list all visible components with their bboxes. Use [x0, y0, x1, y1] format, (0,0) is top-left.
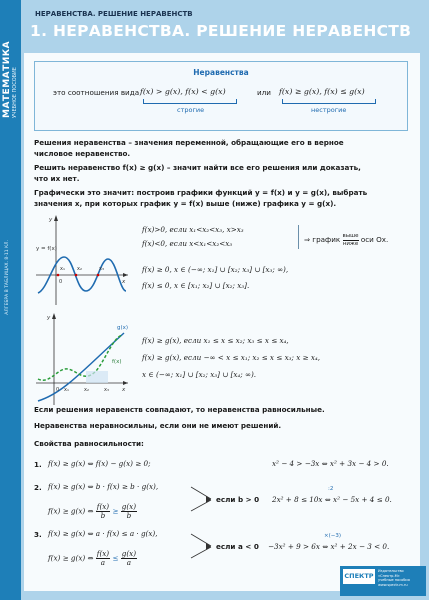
graph1-interval-1: f(x) ≥ 0, x ∈ (−∞; x₁] ∪ [x₂; x₃] ∪ [x₃; ∞),: [142, 265, 289, 274]
definition-title: Неравенства: [193, 68, 249, 77]
label-x3: x₃: [99, 266, 104, 272]
prop3-example: −3x² + 9 > 6x ⇔ x² + 2x − 3 < 0.: [268, 542, 390, 551]
label-y-axis-2: y: [47, 315, 51, 321]
label-g-x2: x₂: [84, 387, 89, 393]
label-x-axis-2: x: [122, 387, 126, 393]
breadcrumb: НЕРАВЕНСТВА. РЕШЕНИЕ НЕРАВЕНСТВ: [35, 10, 193, 18]
footer: [340, 566, 426, 596]
below-word: ниже: [342, 240, 359, 247]
nonstrict-bracket: [282, 99, 376, 104]
sidebar: [0, 0, 21, 600]
label-y-axis: y: [49, 217, 53, 223]
graph1-line-2: f(x)<0, если x<x₁<x₂<x₃: [142, 239, 233, 248]
graph2-line-1: f(x) ≥ g(x), если x₁ ≤ x ≤ x₂; x₃ ≤ x ≤ x₄,: [142, 336, 289, 345]
graph1-conclusion: [304, 233, 388, 247]
prop3-condition: если a < 0: [216, 542, 259, 551]
prop2-brace-arrows: [189, 483, 215, 517]
prop3-num: 3.: [34, 530, 42, 539]
label-g-x3: x₃: [104, 387, 109, 393]
fraction-ga: $\frac{g(x)}{a}$: [121, 549, 136, 567]
note-divide: :2: [328, 486, 334, 492]
strict-expression: f(x) > g(x), f(x) < g(x): [140, 87, 226, 96]
series-label: АЛГЕБРА В ТАБЛИЦАХ. 8-11 КЛ.: [5, 240, 10, 315]
prop2-example: 2x² + 8 ≤ 10x ⇔ x² − 5x + 4 ≤ 0.: [272, 495, 392, 504]
publisher-logo: СПЕКТР: [343, 569, 375, 584]
prop2-rule-a: f(x) ≥ g(x) ⇔ b · f(x) ≥ b · g(x),: [48, 482, 159, 491]
subtitle-label: УЧЕБНОЕ ПОСОБИЕ: [12, 67, 18, 118]
page-title: 1. НЕРАВЕНСТВА. РЕШЕНИЕ НЕРАВЕНСТВ: [30, 22, 412, 40]
label-x2: x₂: [77, 266, 82, 272]
graph2-line-3: x ∈ (−∞; x₁] ∪ [x₂; x₃] ∪ [x₄; ∞).: [142, 370, 257, 379]
conclusion-arrow: ⇒ график: [304, 235, 341, 244]
publisher-info: Издательство «Спектр-М» учебные пособия www.spectr-m.ru: [378, 569, 410, 587]
note-times: ×(−3): [324, 533, 342, 539]
label-x-axis: x: [122, 279, 126, 285]
paragraph-3a: Графически это значит: построив графики функций y = f(x) и y = g(x), выбрать: [34, 188, 368, 197]
root-x1: [57, 274, 60, 277]
prop1-example: x² − 4 > −3x ⇔ x² + 3x − 4 > 0.: [272, 459, 389, 468]
label-curve: y = f(x): [36, 246, 57, 252]
graph-f-vs-g: [34, 311, 130, 407]
graph2-line-2: f(x) ≥ g(x), если −∞ < x ≤ x₁; x₂ ≤ x ≤ x₃; x ≥ x₄,: [142, 353, 321, 362]
prop3-brace-arrows: [189, 530, 215, 564]
paragraph-1b: числовое неравенство.: [34, 149, 131, 158]
prop3-rule-a: f(x) ≥ g(x) ⇔ a · f(x) ≤ a · g(x),: [48, 529, 158, 538]
prop3-rule-b: f(x) ≥ g(x) ⇔ $\frac{f(x)}{a}$ ≤ $\frac{g(x)}{a}$: [48, 549, 136, 567]
equivalence-1: Если решения неравенств совпадают, то неравенства равносильные.: [34, 405, 325, 414]
label-f: f(x): [112, 359, 122, 365]
prop1-rule: f(x) ≥ g(x) ⇔ f(x) − g(x) ≥ 0;: [48, 459, 151, 468]
definition-box: [34, 61, 408, 131]
paragraph-1a: Решения неравенства – значения переменной, обращающие его в верное: [34, 138, 344, 147]
root-x2: [75, 274, 78, 277]
fraction-gb: $\frac{g(x)}{b}$: [121, 502, 136, 520]
graph1-line-1: f(x)>0, если x₁<x₂<x₃, x>x₃: [142, 225, 244, 234]
axis-text: оси Ox.: [360, 235, 389, 244]
strict-label: строгие: [177, 106, 205, 114]
label-origin-2: 0: [56, 387, 60, 393]
strict-bracket: [143, 99, 237, 104]
nonstrict-expression: f(x) ≥ g(x), f(x) ≤ g(x): [279, 87, 365, 96]
definition-intro: это соотношения вида: [53, 88, 140, 97]
prop2-rule-b: f(x) ≥ g(x) ⇔ $\frac{f(x)}{b}$ ≥ $\frac{g(x)}{b}$: [48, 502, 136, 520]
nonstrict-label: нестрогие: [311, 106, 347, 114]
fraction-fa: $\frac{f(x)}{a}$: [96, 549, 110, 567]
fraction-fb: $\frac{f(x)}{b}$: [96, 502, 110, 520]
paragraph-2a: Решить неравенство f(x) ≥ g(x) – значит найти все его решения или доказать,: [34, 163, 361, 172]
equivalence-2: Неравенства неравносильны, если они не имеют решений.: [34, 421, 282, 430]
properties-title: Свойства равносильности:: [34, 439, 144, 448]
paragraph-2b: что их нет.: [34, 174, 80, 183]
prop1-num: 1.: [34, 460, 42, 469]
graph-f-sign: [34, 213, 130, 307]
label-g-x1: x₁: [64, 387, 69, 393]
content-panel: [24, 53, 420, 591]
prop2-num: 2.: [34, 483, 42, 492]
or-word: или: [257, 88, 271, 97]
label-g: g(x): [117, 325, 129, 331]
above-word: выше: [342, 233, 359, 239]
root-x3: [97, 274, 100, 277]
subject-label: МАТЕМАТИКА: [2, 40, 12, 118]
label-x1: x₁: [60, 266, 65, 272]
graph1-brace: [298, 225, 299, 249]
paragraph-3b: значения x, при которых график y = f(x) выше (ниже) графика y = g(x).: [34, 199, 337, 208]
prop2-condition: если b > 0: [216, 495, 260, 504]
graph1-interval-2: f(x) ≤ 0, x ∈ [x₁; x₂] ∪ [x₂; x₃].: [142, 281, 250, 290]
label-origin: 0: [59, 279, 63, 285]
